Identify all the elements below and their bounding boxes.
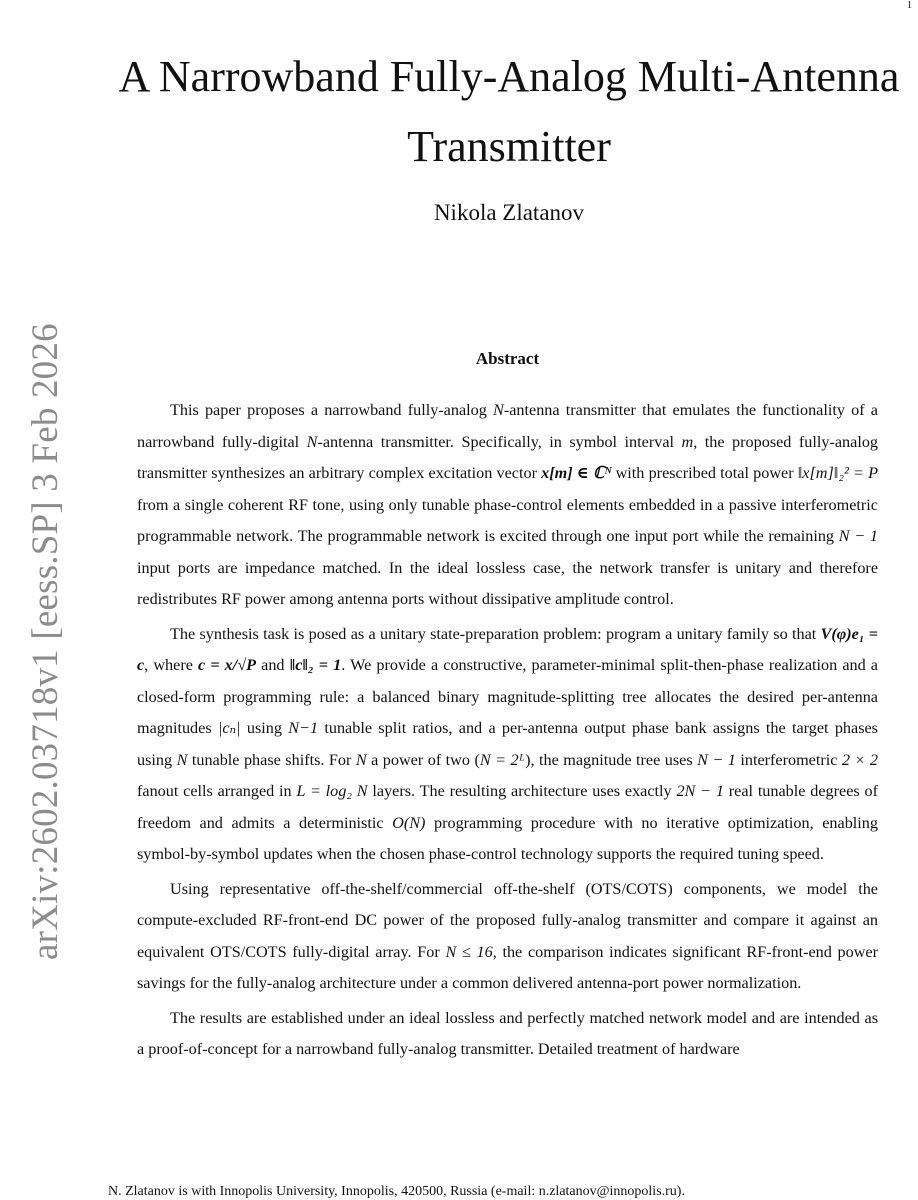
math-expression: N−1 xyxy=(288,719,319,737)
text-run: tunable split ratios, and a per-antenna output phase bank assigns the target phases using xyxy=(137,719,878,769)
math-expression: O(N) xyxy=(392,813,426,832)
math-symbol: N xyxy=(306,432,318,451)
math-expression: L = log₂ N xyxy=(296,782,368,800)
abstract-paragraph-2 xyxy=(137,619,878,871)
text-run: , where xyxy=(144,656,199,674)
math-expression: 2 × 2 xyxy=(841,750,878,769)
math-expression: ‖c‖₂ = 1 xyxy=(289,656,342,674)
text-run: real tunable degrees of freedom and admits a deterministic xyxy=(137,782,878,832)
text-run: with prescribed total power xyxy=(611,464,798,482)
paper-title: A Narrowband Fully-Analog Multi-Antenna Transmitter xyxy=(118,52,900,171)
arxiv-stamp: arXiv:2602.03718v1 [eess.SP] 3 Feb 2026 xyxy=(25,323,66,960)
text-run: from a single coherent RF tone, using only tunable phase-control elements embedded in a passive interferometric programmable network. The programmable network is excited through one input port while the remaining xyxy=(137,495,878,545)
author-name: Nikola Zlatanov xyxy=(433,200,585,225)
text-run: interferometric xyxy=(735,750,842,769)
math-expression: N = 2ᴸ xyxy=(479,750,526,769)
math-expression: N − 1 xyxy=(838,527,878,545)
text-run: This paper proposes a narrowband fully-analog xyxy=(170,401,494,419)
text-run: tunable phase shifts. For xyxy=(187,750,356,769)
math-expression: ‖x[m]‖₂² = P xyxy=(797,464,878,482)
text-run: , the comparison indicates significant RF-front-end power savings for the fully-analog architecture under a common delivered antenna-port power normalization. xyxy=(137,942,878,992)
text-run: layers. The resulting architecture uses exactly xyxy=(367,782,677,800)
author-affiliation-footnote: N. Zlatanov is with Innopolis University, Innopolis, 420500, Russia (e-mail: n.zlatanov@innopolis.ru). xyxy=(108,1184,685,1199)
math-symbol: N xyxy=(355,750,367,769)
text-run: and xyxy=(256,656,290,674)
abstract-paragraph-4: The results are established under an ideal lossless and perfectly matched network model and are intended as a proof-of-concept for a narrowband fully-analog transmitter. Detailed treatment of hardware xyxy=(137,1008,878,1058)
math-expression: x[m] ∈ ℂᴺ xyxy=(541,464,612,482)
math-expression: V(φ)e₁ = c xyxy=(137,624,878,674)
text-run: -antenna transmitter. Specifically, in symbol interval xyxy=(317,432,682,451)
text-run: input ports are impedance matched. In the ideal lossless case, the network transfer is unitary and therefore redistributes RF power among antenna ports without dissipative amplitude control. xyxy=(137,558,878,608)
math-expression: |cₙ| xyxy=(217,719,241,737)
math-expression: N ≤ 16 xyxy=(445,942,493,961)
math-expression: 2N − 1 xyxy=(676,782,724,800)
page-number: 1 xyxy=(907,0,912,11)
text-run: -antenna transmitter that emulates the functionality of a narrowband fully-digital xyxy=(137,401,878,451)
math-expression: N − 1 xyxy=(697,750,736,769)
abstract-paragraph-3 xyxy=(137,874,878,1000)
text-run: using xyxy=(240,719,289,737)
abstract-body xyxy=(137,395,878,1069)
math-symbol: N xyxy=(176,750,188,769)
text-run: a power of two ( xyxy=(366,750,480,769)
text-run: The synthesis task is posed as a unitary state-preparation problem: program a unitary family so that xyxy=(170,624,821,643)
text-run: . We provide a constructive, parameter-minimal split-then-phase realization and a closed-form programming rule: a balanced binary magnitude-splitting tree allocates the desired per-antenna magnitudes xyxy=(137,656,878,737)
abstract-paragraph-1 xyxy=(137,395,878,616)
text-run: ), the magnitude tree uses xyxy=(525,750,698,769)
math-symbol: N xyxy=(493,401,504,419)
text-run: programming procedure with no iterative optimization, enabling symbol-by-symbol updates when the chosen phase-control technology supports the required tuning speed. xyxy=(137,813,878,863)
text-run: , the proposed fully-analog transmitter synthesizes an arbitrary complex excitation vector xyxy=(137,432,879,482)
text-run: fanout cells arranged in xyxy=(137,782,297,800)
abstract-heading: Abstract xyxy=(475,349,540,368)
math-symbol: m xyxy=(681,432,694,451)
math-expression: c = x/√P xyxy=(198,656,257,674)
text-run: Using representative off-the-shelf/commercial off-the-shelf (OTS/COTS) components, we model the compute-excluded RF-front-end DC power of the proposed fully-analog transmitter and compare it against an equivalent OTS/COTS fully-digital array. For xyxy=(137,879,878,961)
